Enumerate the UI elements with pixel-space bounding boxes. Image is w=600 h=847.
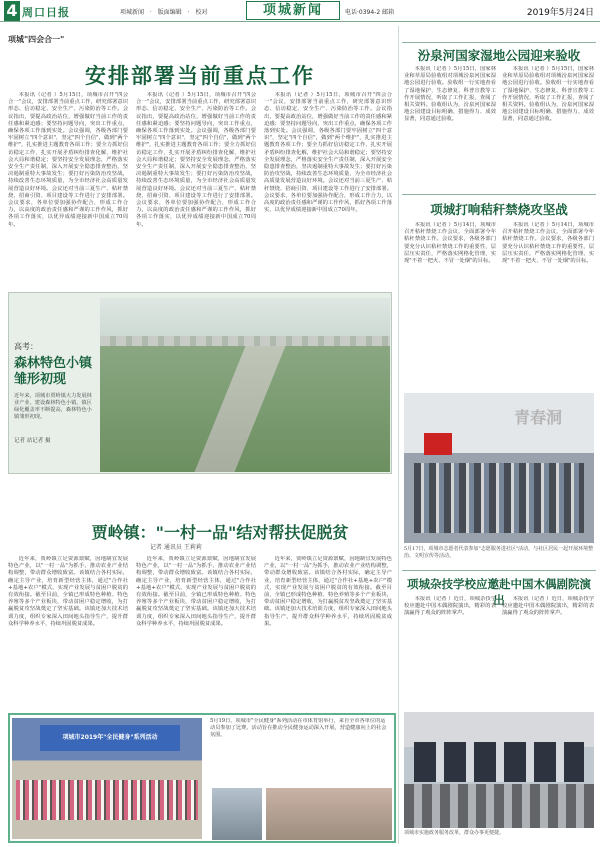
volunteer-photo-caption: 5月17日，项城市志愿者代表参加"志愿服务进社区"活动，与社区居民一起开展环境整治、文明宣传等活动。 [404, 546, 594, 559]
main-story-col-2 [136, 92, 256, 288]
acrobatics-col-2 [502, 596, 594, 706]
straw-burning-col-2 [502, 222, 594, 388]
forest-town-photo [100, 298, 390, 472]
wetland-story-col-2 [502, 66, 594, 186]
straw-burning-col-1 [404, 222, 496, 388]
service-hall-people [404, 784, 594, 828]
fitness-event-crowd [16, 780, 198, 820]
service-hall-caption: 项城市实施政务服务改革，群众办事更便捷。 [404, 830, 505, 836]
straw-burning-body-1: 本报讯（记者 ）5月14日，项城市召开秸秆禁烧工作会议，全面部署今年秸秆禁烧工作。会议要求，各级各部门要充分认识秸秆禁烧工作的重要性，层层压实责任，严格落实网格化管理，实现"不着一把火、不冒一处烟"的目标。 [404, 222, 496, 265]
fitness-event-banner: 项城市2019年"全民健身"系列活动 [40, 725, 180, 751]
fitness-event-photo-2 [212, 788, 262, 840]
service-hall-screens [414, 742, 584, 782]
volunteer-photo [404, 393, 594, 543]
right-rule-3 [402, 570, 596, 571]
main-story-body-1: 本报讯（记者 ）5月15日，项城市召开"四会合一"会议，安排部署当前重点工作，研究部署意识形态、信访稳定、安全生产、污染防治等工作。会议指出，要提高政治站位，增强做好当前工作的责任感和紧迫感；要坚持问题导向，突出工作重点，确保各项工作落到实处。会议强调，各级各部门要牢固树立"四个意识"，坚定"四个自信"，做到"两个维护"，扎实推进主题教育各项工作；要全力抓好信访稳定工作，扎实开展矛盾纠纷排查化解，维护社会大局和谐稳定；要坚持安全发展理念，严格落实安全生产责任制，深入开展安全隐患排查整治，坚决遏制重特大事故发生；要打好污染防治攻坚战，持续改善生态环境质量，为全市经济社会高质量发展营造良好环境。会议还对当前三夏生产、秸秆禁烧、招商引资、项目建设等工作进行了安排部署。会议要求，各单位要加强协作配合，形成工作合力，以高度的政治责任感和严谨的工作作风，抓好各项工作落实，以优异成绩迎接新中国成立70周年。 [8, 92, 128, 228]
main-story-col-1 [8, 92, 128, 288]
acrobatics-body-1: 本报讯（记者 ）近日，项城杂技学校应邀赴中国木偶剧院演出，精彩的表演赢得了观众的阵阵掌声。 [404, 596, 496, 617]
masthead [0, 0, 600, 22]
story2-byline: 记者 通讯员 王莉莉 [150, 544, 202, 551]
story2-col-3 [264, 556, 392, 708]
main-story-col-3 [264, 92, 392, 288]
paper-name: 周口日报 [22, 6, 70, 19]
photo-title: 森林特色小镇雏形初现 [14, 356, 93, 387]
main-story-body-2: 本报讯（记者 ）5月15日，项城市召开"四会合一"会议，安排部署当前重点工作，研究部署意识形态、信访稳定、安全生产、污染防治等工作。会议指出，要提高政治站位，增强做好当前工作的责任感和紧迫感；要坚持问题导向，突出工作重点，确保各项工作落到实处。会议强调，各级各部门要牢固树立"四个意识"，坚定"四个自信"，做到"两个维护"，扎实推进主题教育各项工作；要全力抓好信访稳定工作，扎实开展矛盾纠纷排查化解，维护社会大局和谐稳定；要坚持安全发展理念，严格落实安全生产责任制，深入开展安全隐患排查整治，坚决遏制重特大事故发生；要打好污染防治攻坚战，持续改善生态环境质量，为全市经济社会高质量发展营造良好环境。会议还对当前三夏生产、秸秆禁烧、招商引资、项目建设等工作进行了安排部署。会议要求，各单位要加强协作配合，形成工作合力，以高度的政治责任感和严谨的工作作风，抓好各项工作落实，以优异成绩迎接新中国成立70周年。 [136, 92, 256, 228]
right-rule-2 [402, 194, 596, 195]
fitness-event-photo-3 [266, 788, 392, 840]
acrobatics-col-1 [404, 596, 496, 706]
story2-col-2 [136, 556, 256, 708]
service-hall-photo [404, 712, 594, 828]
story2-body-3: 近年来，贾岭镇立足资源禀赋，因地制宜发展特色产业，以"一村一品"为抓手，推动农业产业结构调整，带动群众增收致富。该镇结合各村实际，确定主导产业，培育新型经营主体，通过"合作社+基地+农户"模式，实现产业发展与贫困户脱贫的有效衔接。截至目前，全镇已形成特色种植、特色养殖等多个产业板块，带动贫困户稳定增收，为打赢脱贫攻坚战奠定了坚实基础。该镇还加大技术培训力度，组织专家深入田间地头指导生产，提升群众科学种养水平，持续巩固脱贫成果。 [264, 556, 392, 627]
story2-title: 贾岭镇："一村一品"结对帮扶促脱贫 [91, 523, 349, 542]
wetland-story-title: 汾泉河国家湿地公园迎来验收 [417, 48, 581, 63]
acrobatics-story-title: 项城杂技学校应邀赴中国木偶剧院演出 [407, 577, 591, 607]
volunteer-photo-flag [424, 433, 452, 455]
section-tag: 项城新闻 [246, 1, 340, 20]
wetland-story-col-1 [404, 66, 496, 186]
acrobatics-body-2: 本报讯（记者 ）近日，项城杂技学校应邀赴中国木偶剧院演出，精彩的表演赢得了观众的阵阵掌声。 [502, 596, 594, 617]
issue-date: 2019年5月24日 [526, 8, 594, 18]
fitness-event-caption: 5月19日，项城市"全民健身"系列活动在市体育馆举行，来自全市各单位的运动员参加了比赛。活动旨在推动全民健身运动深入开展，营造健康向上的社会氛围。 [210, 718, 387, 738]
story2-col-1 [8, 556, 128, 708]
header-contact: 电话·0394-2 邮箱 [345, 9, 395, 16]
main-story-title: 安排部署当前重点工作 [85, 64, 315, 88]
straw-burning-body-2: 本报讯（记者 ）5月14日，项城市召开秸秆禁烧工作会议，全面部署今年秸秆禁烧工作。会议要求，各级各部门要充分认识秸秆禁烧工作的重要性，层层压实责任，严格落实网格化管理，实现"不着一把火、不冒一处烟"的目标。 [502, 222, 594, 265]
wetland-story-body-2: 本报讯（记者 ）5月15日，国家林业和草原局验收组对项城汾泉河国家湿地公园进行验收。验收组一行实地查看了湿地保护、生态修复、科普宣教等工作开展情况，听取了工作汇报，查阅了相关资料。验收组认为，汾泉河国家湿地公园建设目标明确、措施得力、成效显著，同意通过验收。 [502, 66, 594, 123]
story2-body-2: 近年来，贾岭镇立足资源禀赋，因地制宜发展特色产业，以"一村一品"为抓手，推动农业产业结构调整，带动群众增收致富。该镇结合各村实际，确定主导产业，培育新型经营主体，通过"合作社+基地+农户"模式，实现产业发展与贫困户脱贫的有效衔接。截至目前，全镇已形成特色种植、特色养殖等多个产业板块，带动贫困户稳定增收，为打赢脱贫攻坚战奠定了坚实基础。该镇还加大技术培训力度，组织专家深入田间地头指导生产，提升群众科学种养水平，持续巩固脱贫成果。 [136, 556, 256, 627]
straw-burning-story-title: 项城打响秸秆禁烧攻坚战 [430, 202, 568, 217]
photo-credit: 记者 站记者 摄 [14, 438, 51, 444]
page-number: 4 [4, 1, 20, 21]
main-story-kicker: 项城"四会合一" [8, 35, 65, 44]
photo-label: 高考： [14, 342, 38, 351]
volunteer-photo-group [414, 463, 584, 533]
right-rule-1 [402, 42, 596, 43]
story2-body-1: 近年来，贾岭镇立足资源禀赋，因地制宜发展特色产业，以"一村一品"为抓手，推动农业产业结构调整，带动群众增收致富。该镇结合各村实际，确定主导产业，培育新型经营主体，通过"合作社+基地+农户"模式，实现产业发展与贫困户脱贫的有效衔接。截至目前，全镇已形成特色种植、特色养殖等多个产业板块，带动贫困户稳定增收，为打赢脱贫攻坚战奠定了坚实基础。该镇还加大技术培训力度，组织专家深入田间地头指导生产，提升群众科学种养水平，持续巩固脱贫成果。 [8, 556, 128, 627]
column-divider [398, 26, 399, 844]
header-meta: 项城新闻 · 版面编辑 · 校对 [120, 9, 208, 16]
main-story-body-3: 本报讯（记者 ）5月15日，项城市召开"四会合一"会议，安排部署当前重点工作，研究部署意识形态、信访稳定、安全生产、污染防治等工作。会议指出，要提高政治站位，增强做好当前工作的责任感和紧迫感；要坚持问题导向，突出工作重点，确保各项工作落到实处。会议强调，各级各部门要牢固树立"四个意识"，坚定"四个自信"，做到"两个维护"，扎实推进主题教育各项工作；要全力抓好信访稳定工作，扎实开展矛盾纠纷排查化解，维护社会大局和谐稳定；要坚持安全发展理念，严格落实安全生产责任制，深入开展安全隐患排查整治，坚决遏制重特大事故发生；要打好污染防治攻坚战，持续改善生态环境质量，为全市经济社会高质量发展营造良好环境。会议还对当前三夏生产、秸秆禁烧、招商引资、项目建设等工作进行了安排部署。会议要求，各单位要加强协作配合，形成工作合力，以高度的政治责任感和严谨的工作作风，抓好各项工作落实，以优异成绩迎接新中国成立70周年。 [264, 92, 392, 214]
photo-caption: 近年来，项城市贾岭镇大力发展林业产业，建设森林特色小镇，镇区绿化覆盖率不断提高，森林特色小镇雏形初现。 [14, 393, 92, 420]
volunteer-photo-sign: 青春洞 [514, 408, 563, 427]
wetland-story-body-1: 本报讯（记者 ）5月15日，国家林业和草原局验收组对项城汾泉河国家湿地公园进行验收。验收组一行实地查看了湿地保护、生态修复、科普宣教等工作开展情况，听取了工作汇报，查阅了相关资料。验收组认为，汾泉河国家湿地公园建设目标明确、措施得力、成效显著，同意通过验收。 [404, 66, 496, 123]
